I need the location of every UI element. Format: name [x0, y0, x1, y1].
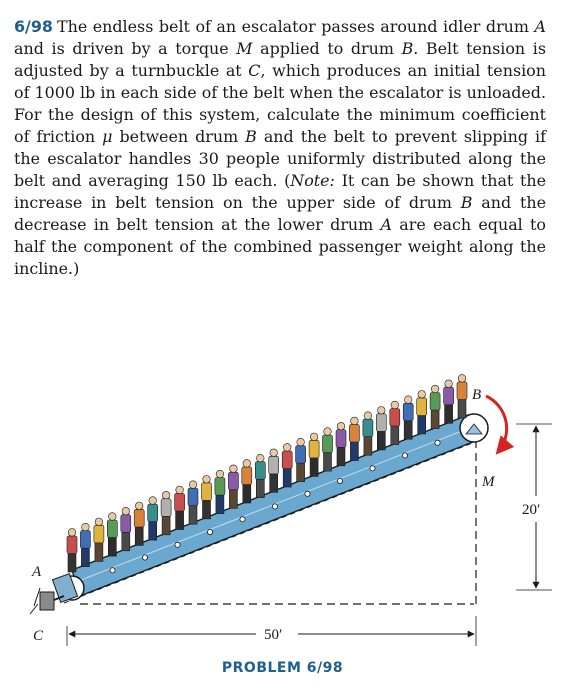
passenger-figure — [336, 422, 346, 465]
torque-arrow-icon — [486, 396, 507, 452]
belt-roller — [435, 440, 440, 445]
passenger-figure — [242, 460, 252, 503]
belt-roller — [207, 529, 212, 534]
passenger-figure — [80, 523, 90, 566]
passenger-figure — [175, 486, 185, 529]
passenger-figure — [417, 391, 427, 434]
passenger-figure — [67, 529, 77, 572]
belt-roller — [240, 517, 245, 522]
passenger-figure — [202, 476, 212, 519]
label-drum-b: B — [472, 387, 482, 403]
passenger-figure — [390, 401, 400, 444]
passenger-figure — [161, 491, 171, 534]
belt-roller — [402, 453, 407, 458]
passenger-figure — [444, 380, 454, 423]
passenger-figure — [457, 375, 467, 418]
passenger-figure — [349, 417, 359, 460]
passenger-figure — [403, 396, 413, 439]
belt-roller — [305, 491, 310, 496]
passenger-figure — [134, 502, 144, 545]
passenger-figure — [228, 465, 238, 508]
escalator-belt — [72, 415, 478, 596]
passenger-figure — [363, 412, 373, 455]
escalator-figure — [0, 345, 565, 665]
belt-roller — [370, 466, 375, 471]
figure-caption: PROBLEM 6/98 — [221, 660, 344, 676]
belt-roller — [337, 478, 342, 483]
passenger-figure — [94, 518, 104, 561]
passenger-figure — [430, 385, 440, 428]
label-drum-a: A — [32, 564, 42, 580]
passenger-figure — [269, 449, 279, 492]
passenger-figure — [148, 497, 158, 540]
problem-number: 6/98 — [14, 17, 53, 36]
passenger-figure — [188, 481, 198, 524]
passenger-figure — [323, 428, 333, 471]
passenger-figure — [376, 407, 386, 450]
label-turnbuckle-c: C — [33, 628, 44, 644]
problem-statement: 6/98 The endless belt of an escalator passes around idler drum A and is driven by a torque M applied to drum B. Belt tension is adjusted by a turnbuckle at C, which produces an initial tension of 1000 lb in each side of the belt when the escalator is unloaded. For the design of this system, calculate the minimum coefficient of friction μ between drum B and the belt to prevent slipping if the escalator handles 30 people uniformly distributed along the belt and averaging 150 lb each. (Note: It can be shown that the increase in belt tension on the upper side of drum B and the decrease in belt tension at the lower drum A are each equal to half the component of the combined passenger weight along the incline.) — [14, 17, 547, 278]
passenger-group — [67, 375, 467, 572]
label-length-50ft: 50′ — [264, 627, 283, 643]
passenger-figure — [296, 438, 306, 481]
belt-roller — [175, 542, 180, 547]
passenger-figure — [215, 470, 225, 513]
passenger-figure — [121, 507, 131, 550]
passenger-figure — [107, 513, 117, 556]
label-torque-m: M — [482, 474, 495, 490]
belt-roller — [272, 504, 277, 509]
passenger-figure — [309, 433, 319, 476]
belt-roller — [110, 568, 115, 573]
label-height-20ft: 20′ — [522, 502, 541, 518]
passenger-figure — [255, 454, 265, 497]
belt-roller — [142, 555, 147, 560]
passenger-figure — [282, 444, 292, 487]
